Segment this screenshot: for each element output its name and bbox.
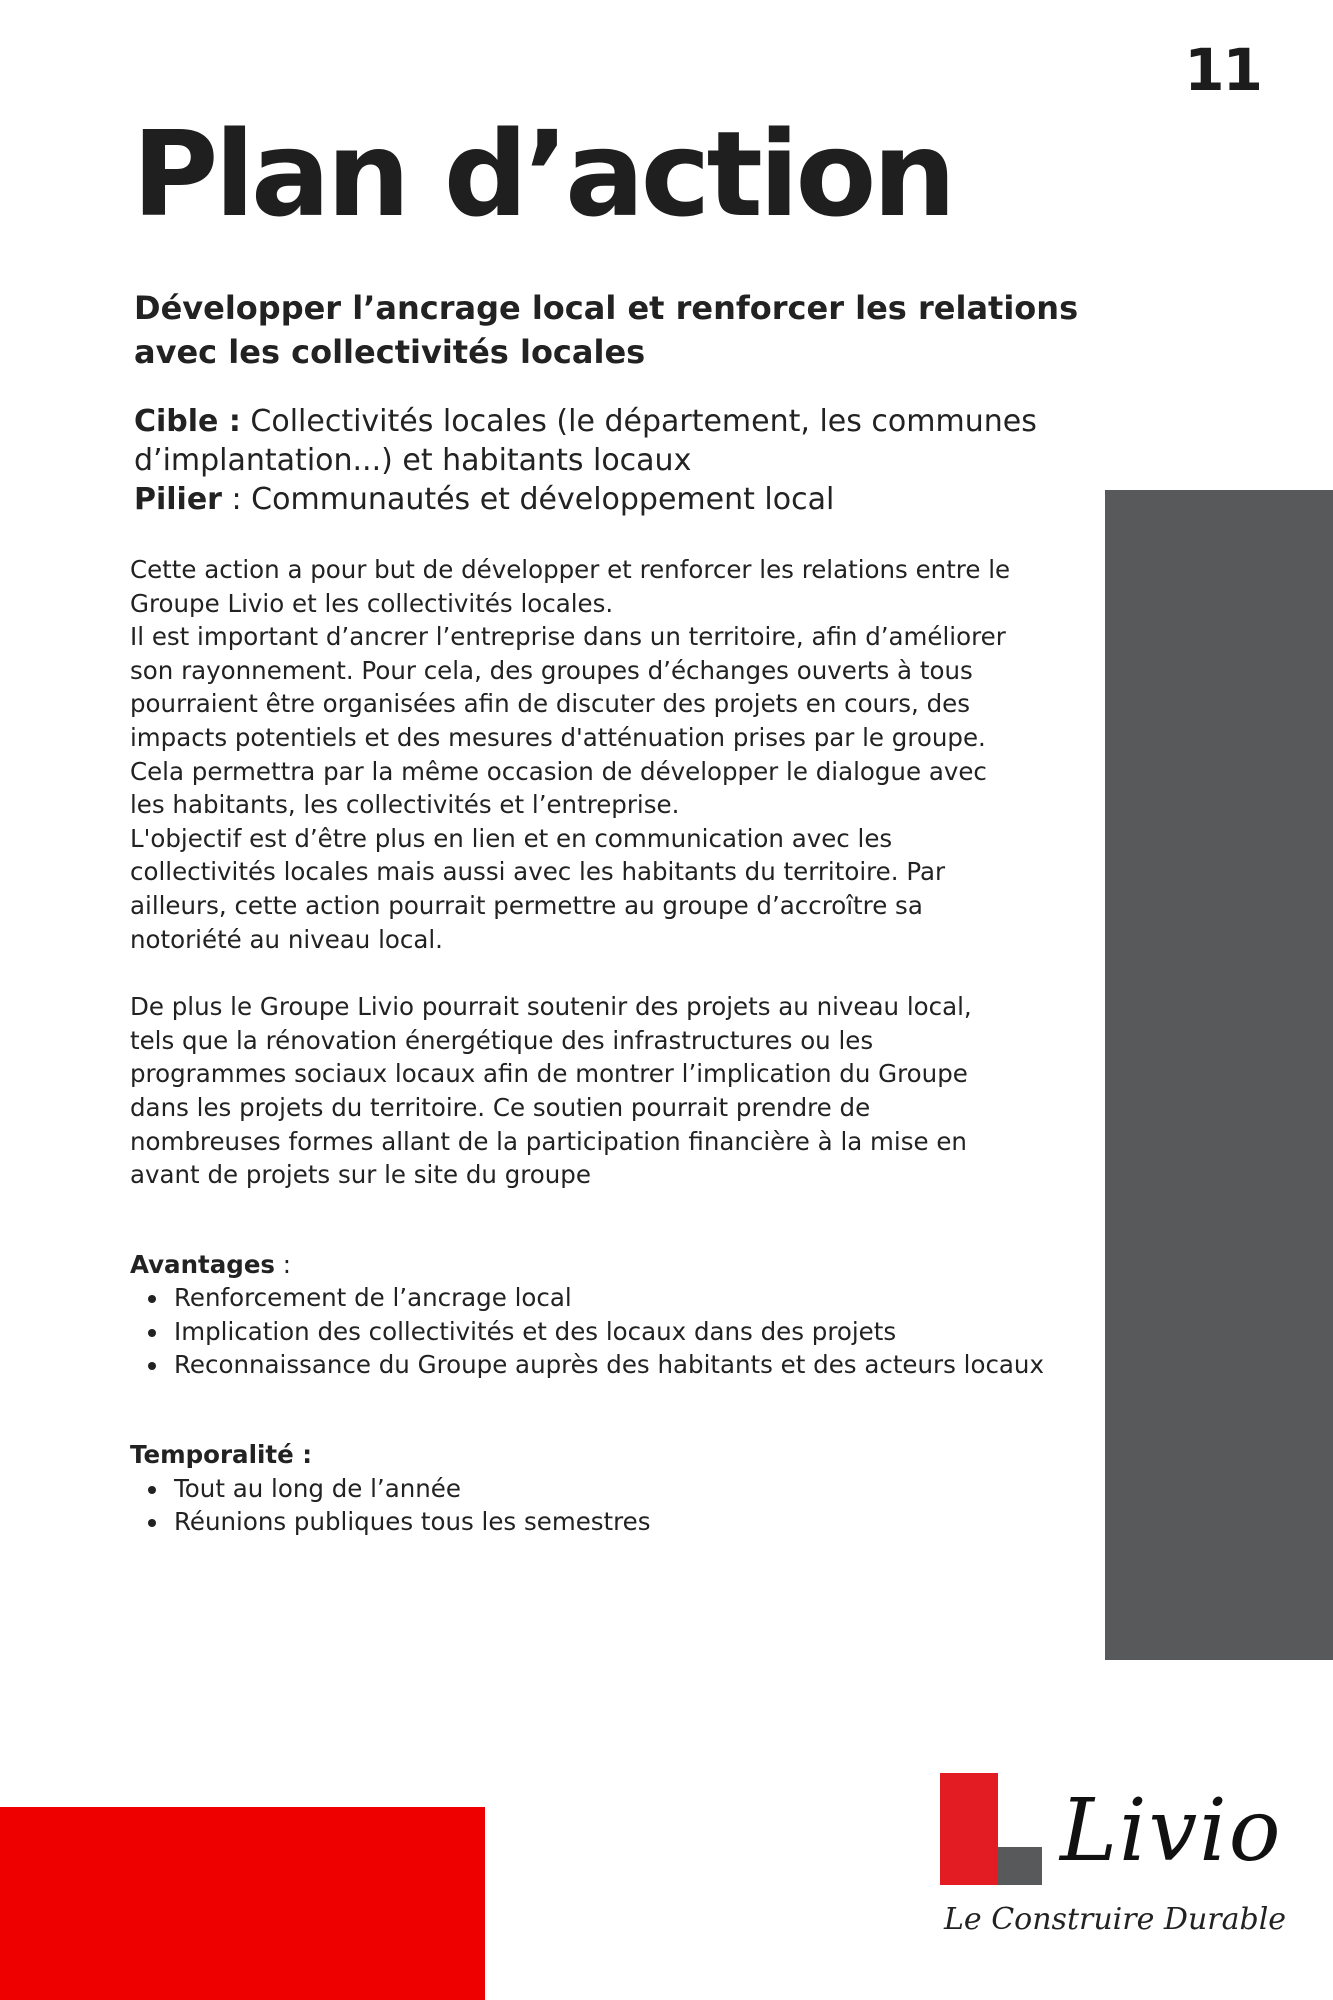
text-line: Cela permettra par la même occasion de développer le dialogue avec (130, 756, 987, 786)
action-subtitle: Développer l’ancrage local et renforcer les relations avec les collectivités locales (134, 289, 1079, 371)
temporalite-list (130, 1472, 1080, 1539)
temporalite-heading: Temporalité : (130, 1440, 313, 1470)
paragraph-1 (130, 553, 1080, 956)
spacer (130, 1382, 1080, 1438)
logo-mark-icon (940, 1773, 1050, 1888)
list-item: Renforcement de l’ancrage local (174, 1281, 1080, 1315)
cible-label: Cible : (134, 404, 241, 439)
text-line: son rayonnement. Pour cela, des groupes d’échanges ouverts à tous (130, 655, 973, 685)
page-number: 11 (1184, 36, 1261, 104)
text-line: Cette action a pour but de développer et renforcer les relations entre le (130, 555, 1011, 584)
decorative-red-block (0, 1807, 485, 2000)
pilier-label: Pilier (134, 482, 222, 517)
text-line: impacts potentiels et des mesures d'atténuation prises par le groupe. (130, 722, 986, 752)
decorative-grey-bar (1105, 490, 1333, 1660)
spacer (130, 956, 1080, 990)
text-line: les habitants, les collectivités et l’entreprise. (130, 790, 680, 820)
text-line: avant de projets sur le site du groupe (130, 1160, 591, 1190)
pilier-value: : Communautés et développement local (221, 482, 835, 517)
body-text (130, 553, 1080, 1539)
avantages-list (130, 1281, 1080, 1382)
list-item: Reconnaissance du Groupe auprès des habitants et des acteurs locaux (174, 1348, 1080, 1382)
paragraph-2 (130, 990, 1080, 1192)
page-title: Plan d’action (132, 105, 953, 243)
cible-row (134, 402, 1064, 480)
avantages-suffix: : (275, 1249, 292, 1279)
list-item: Tout au long de l’année (174, 1472, 1080, 1506)
livio-logo (930, 1768, 1287, 1938)
logo-name: Livio (1060, 1781, 1283, 1881)
spacer (130, 1192, 1080, 1248)
avantages-heading (130, 1248, 1080, 1282)
avantages-label: Avantages (130, 1249, 276, 1279)
text-line: L'objectif est d’être plus en lien et en communication avec les (130, 823, 893, 853)
list-item: Réunions publiques tous les semestres (174, 1505, 1080, 1539)
text-line: pourraient être organisées afin de discuter des projets en cours, des (130, 689, 970, 719)
text-line: tels que la rénovation énergétique des infrastructures ou les (130, 1025, 874, 1055)
text-line: notoriété au niveau local. (130, 924, 443, 954)
logo-tagline: Le Construire Durable (944, 1902, 1287, 1937)
text-line: ailleurs, cette action pourrait permettre au groupe d’accroître sa (130, 890, 923, 920)
text-line: dans les projets du territoire. Ce soutien pourrait prendre de (130, 1092, 871, 1122)
text-line: nombreuses formes allant de la participation financière à la mise en (130, 1126, 967, 1156)
action-meta (134, 402, 1064, 519)
text-line: Il est important d’ancrer l’entreprise dans un territoire, afin d’améliorer (130, 622, 1006, 652)
text-line: collectivités locales mais aussi avec les habitants du territoire. Par (130, 857, 946, 887)
text-line: De plus le Groupe Livio pourrait soutenir des projets au niveau local, (130, 992, 972, 1022)
list-item: Implication des collectivités et des locaux dans des projets (174, 1315, 1080, 1349)
text-line: programmes sociaux locaux afin de montrer l’implication du Groupe (130, 1059, 968, 1089)
pilier-row (134, 480, 1064, 519)
text-line: Groupe Livio et les collectivités locales. (130, 588, 614, 618)
cible-value: Collectivités locales (le département, les communes d’implantation...) et habitants locaux (134, 404, 1037, 478)
